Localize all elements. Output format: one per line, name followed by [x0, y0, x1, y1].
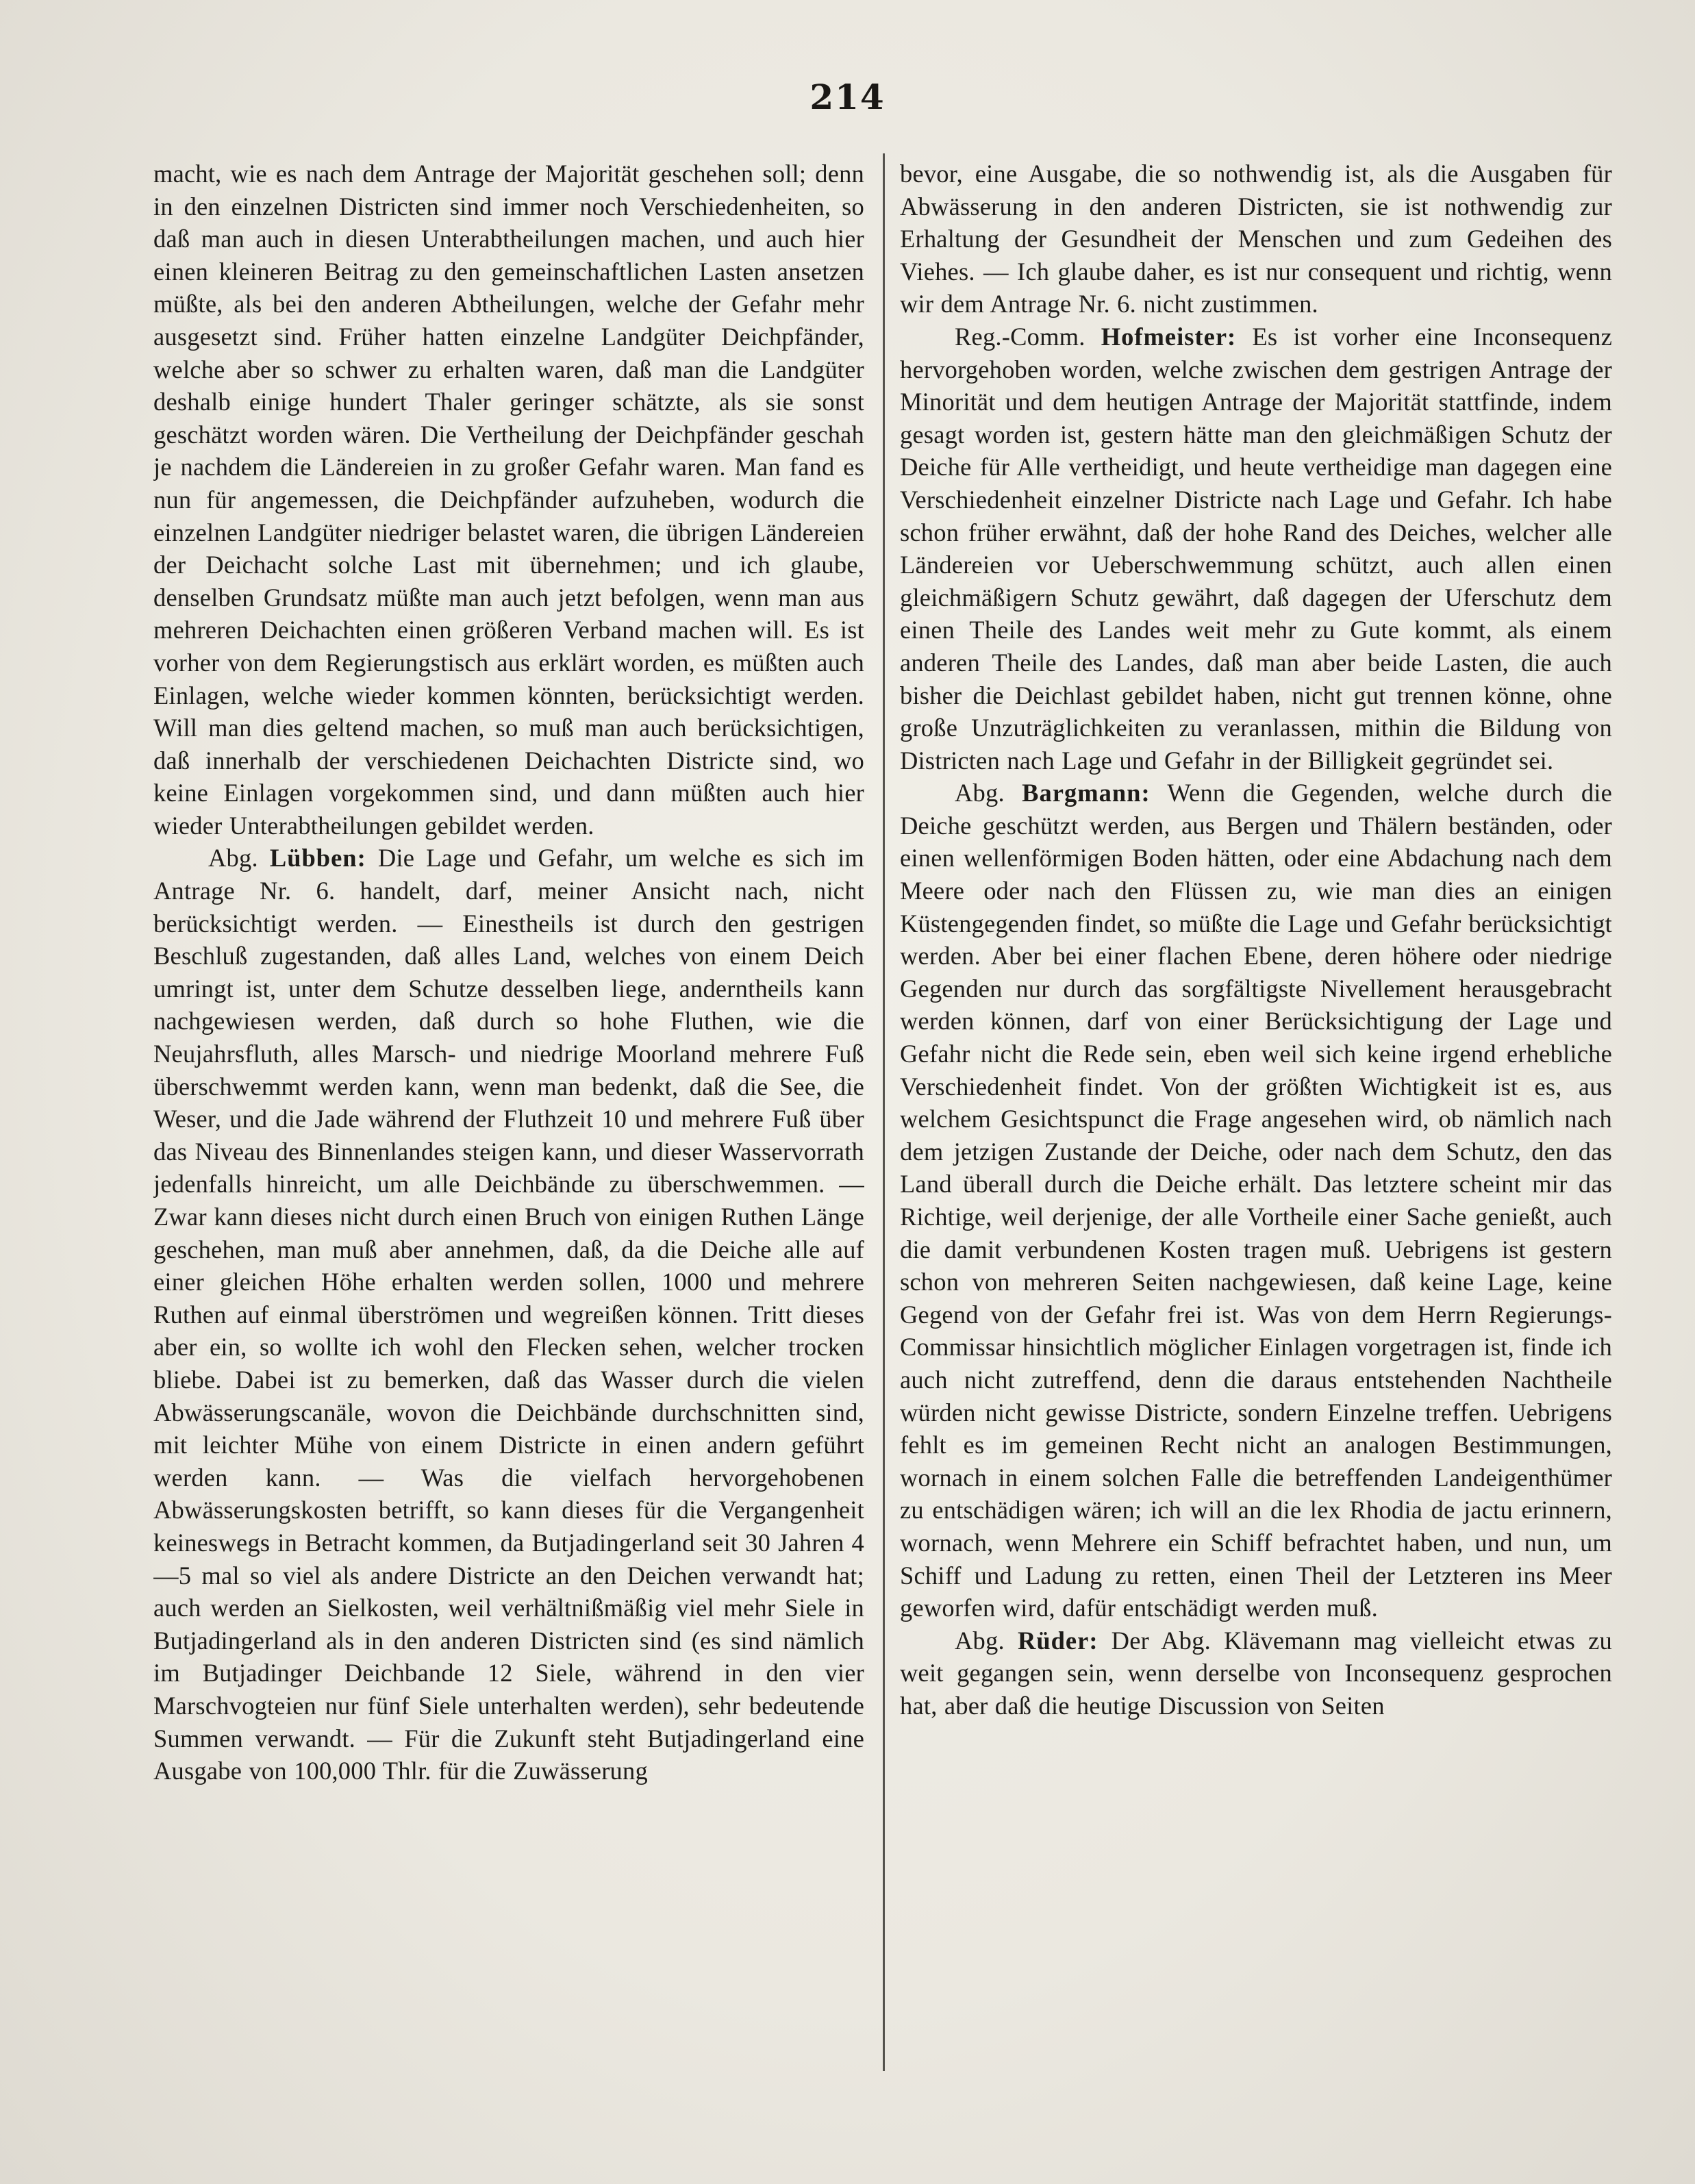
- paragraph: [900, 777, 1612, 1624]
- speaker-role: Abg.: [955, 1626, 1005, 1655]
- speaker-role: Reg.-Comm.: [955, 322, 1085, 351]
- paragraph-text: macht, wie es nach dem Antrage der Majorität geschehen soll; denn in den einzelnen Districten sind immer noch Verschiedenheiten, so daß man auch in diesen Unterabtheilungen machen, und auch hier einen kleineren Beitrag zu den gemeinschaftlichen Lasten ansetzen müßte, als bei den anderen Abtheilungen, welche der Gefahr mehr ausgesetzt sind. Früher hatten einzelne Landgüter Deichpfänder, welche aber so schwer zu erhalten waren, daß man die Landgüter deshalb einige hundert Thaler geringer schätzte, als sie sonst geschätzt worden wären. Die Vertheilung der Deichpfänder geschah je nachdem die Ländereien in zu großer Gefahr waren. Man fand es nun für angemessen, die Deichpfänder aufzuheben, wodurch die einzelnen Landgüter niedriger belastet waren, die übrigen Ländereien der Deichacht solche Last mit übernehmen; und ich glaube, denselben Grundsatz müßte man auch jetzt befolgen, wenn man aus mehreren Deichachten einen größeren Verband machen will. Es ist vorher von dem Regierungstisch aus erklärt worden, es müßten auch Einlagen, welche wieder kommen könnten, berücksichtigt werden. Will man dies geltend machen, so muß man auch berücksichtigen, daß innerhalb der verschiedenen Deichachten Districte sind, wo keine Einlagen vorgekommen sind, und dann müßten auch hier wieder Unterabtheilungen gebildet werden.: [153, 160, 864, 840]
- speaker-name: Lübben:: [269, 844, 366, 873]
- speaker-role: Abg.: [208, 844, 258, 873]
- paragraph-text: bevor, eine Ausgabe, die so nothwendig ist, als die Ausgaben für Abwässerung in den anderen Districten, sie ist nothwendig zur Erhaltung der Gesundheit der Menschen und zum Gedeihen des Viehes. — Ich glaube daher, es ist nur consequent und richtig, wenn wir dem Antrage Nr. 6. nicht zustimmen.: [900, 160, 1612, 318]
- paragraph-text: Die Lage und Gefahr, um welche es sich im Antrage Nr. 6. handelt, darf, meiner Ansicht nach, nicht berücksichtigt werden. — Einestheils ist durch den gestrigen Beschluß zugestanden, daß alles Land, welches von einem Deich umringt ist, unter dem Schutze desselben liege, anderntheils kann nachgewiesen werden, daß durch so hohe Fluthen, wie die Neujahrsfluth, alles Marsch- und niedrige Moorland mehrere Fuß überschwemmt werden kann, wenn man bedenkt, daß die See, die Weser, und die Jade während der Fluthzeit 10 und mehrere Fuß über das Niveau des Binnenlandes steigen kann, und dieser Wasservorrath jedenfalls hinreicht, um alle Deichbände zu überschwemmen. — Zwar kann dieses nicht durch einen Bruch von einigen Ruthen Länge geschehen, man muß aber annehmen, daß, da die Deiche alle auf einer gleichen Höhe erhalten werden sollen, 1000 und mehrere Ruthen auf einmal überströmen und wegreißen können. Tritt dieses aber ein, so wollte ich wohl den Flecken sehen, welcher trocken bliebe. Dabei ist zu bemerken, daß das Wasser durch die vielen Abwässerungscanäle, wovon die Deichbände durchschnitten sind, mit leichter Mühe von einem Districte in einen andern geführt werden kann. — Was die vielfach hervorgehobenen Abwässerungskosten betrifft, so kann dieses für die Vergangenheit keineswegs in Betracht kommen, da Butjadingerland seit 30 Jahren 4—5 mal so viel als andere Districte an den Deichen verwandt hat; auch werden an Sielkosten, weil verhältnißmäßig viel mehr Siele in Butjadingerland als in den anderen Districten sind (es sind nämlich im Butjadinger Deichbande 12 Siele, während in den vier Marschvogteien nur fünf Siele unterhalten werden), sehr bedeutende Summen verwandt. — Für die Zukunft steht Butjadingerland eine Ausgabe von 100,000 Thlr. für die Zuwässerung: [153, 844, 864, 1785]
- speaker-role: Abg.: [955, 779, 1005, 807]
- column-divider: [883, 153, 885, 2071]
- speaker-name: Rüder:: [1017, 1626, 1098, 1655]
- paragraph: [153, 842, 864, 1787]
- speaker-name: Bargmann:: [1022, 779, 1151, 807]
- paragraph: [153, 158, 864, 842]
- left-column: [153, 158, 864, 2075]
- paragraph: [900, 1624, 1612, 1722]
- right-column: [900, 158, 1612, 2075]
- paragraph-text: Wenn die Gegenden, welche durch die Deiche geschützt werden, aus Bergen und Thälern beständen, oder einen wellenförmigen Boden hätten, oder eine Abdachung nach dem Meere oder nach den Flüssen zu, wie man dies an einigen Küstengegenden findet, so müßte die Lage und Gefahr berücksichtigt werden. Aber bei einer flachen Ebene, deren höhere oder niedrige Gegenden nur durch das sorgfältigste Nivellement herausgebracht werden können, darf von einer Berücksichtigung der Lage und Gefahr nicht die Rede sein, eben weil sich keine irgend erhebliche Verschiedenheit findet. Von der größten Wichtigkeit ist es, aus welchem Gesichtspunct die Frage angesehen wird, ob nämlich nach dem jetzigen Zustande der Deiche, oder nach dem Schutz, den das Land überall durch die Deiche erhält. Das letztere scheint mir das Richtige, weil derjenige, der alle Vortheile einer Sache genießt, auch die damit verbundenen Kosten tragen muß. Uebrigens ist gestern schon von mehreren Seiten nachgewiesen, daß keine Lage, keine Gegend von der Gefahr frei ist. Was von dem Herrn Regierungs-Commissar hinsichtlich möglicher Einlagen vorgetragen ist, finde ich auch nicht zutreffend, denn die daraus entstehenden Nachtheile würden nicht gewisse Districte, sondern Einzelne treffen. Uebrigens fehlt es im gemeinen Recht nicht an analogen Bestimmungen, wornach in einem solchen Falle die betreffenden Landeigenthümer zu entschädigen wären; ich will an die lex Rhodia de jactu erinnern, wornach, wenn Mehrere ein Schiff befrachtet haben, und nun, um Schiff und Ladung zu retten, einen Theil der Letzteren ins Meer geworfen wird, dafür entschädigt werden muß.: [900, 779, 1612, 1622]
- speaker-name: Hofmeister:: [1101, 322, 1237, 351]
- paragraph-text: Der Abg. Klävemann mag vielleicht etwas zu weit gegangen sein, wenn derselbe von Inconsequenz gesprochen hat, aber daß die heutige Discussion von Seiten: [900, 1626, 1612, 1720]
- paragraph-text: Es ist vorher eine Inconsequenz hervorgehoben worden, welche zwischen dem gestrigen Antrage der Minorität und dem heutigen Antrage der Majorität stattfinde, indem gesagt worden ist, gestern hätte man den gleichmäßigen Schutz der Deiche für Alle vertheidigt, und heute vertheidige man dagegen eine Verschiedenheit einzelner Districte nach Lage und Gefahr. Ich habe schon früher erwähnt, daß der hohe Rand des Deiches, welcher alle Ländereien vor Ueberschwemmung schützt, auch allen einen gleichmäßigern Schutz gewährt, daß dagegen der Uferschutz dem einen Theile des Landes weit mehr zu Gute kommt, als einem anderen Theile des Landes, daß man aber beide Lasten, die auch bisher die Deichlast gebildet haben, nicht gut trennen könne, ohne große Unzuträglichkeiten zu veranlassen, mithin die Bildung von Districten nach Lage und Gefahr in der Billigkeit gegründet sei.: [900, 322, 1612, 775]
- paragraph: [900, 321, 1612, 777]
- page-number: 214: [809, 77, 886, 117]
- paragraph: [900, 158, 1612, 321]
